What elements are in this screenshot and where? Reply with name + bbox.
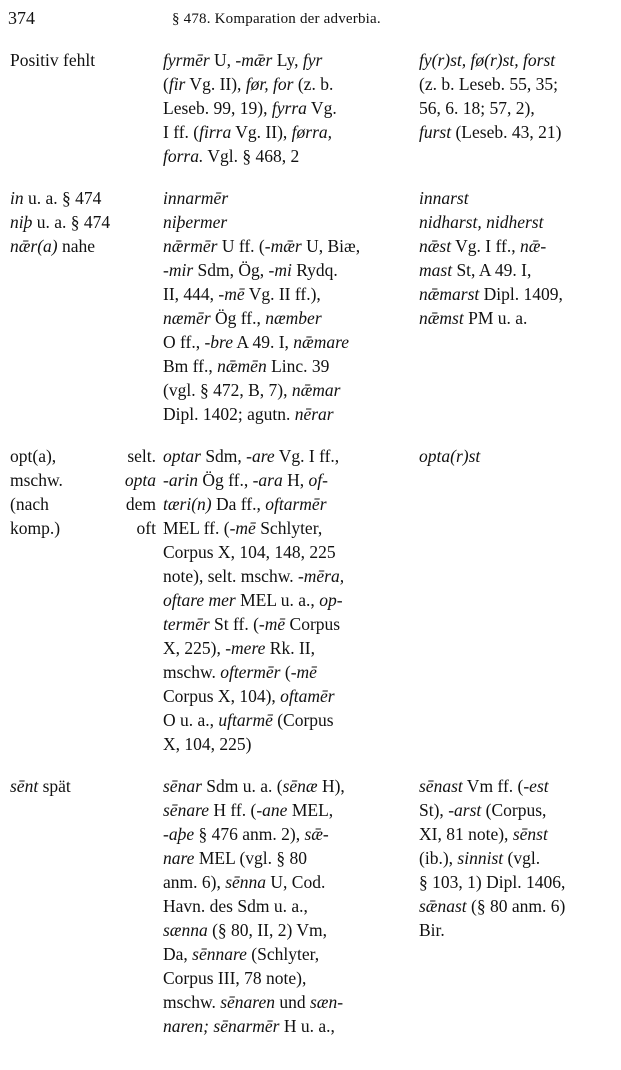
text-line bbox=[163, 282, 407, 306]
text-segment: mast bbox=[419, 260, 453, 280]
text-segment: MEL, bbox=[287, 800, 334, 820]
comparison-table bbox=[0, 48, 621, 1038]
text-segment: sēnst bbox=[512, 824, 548, 844]
text-line bbox=[419, 870, 613, 894]
text-line bbox=[163, 186, 407, 210]
text-line bbox=[10, 48, 156, 72]
text-line bbox=[419, 894, 613, 918]
text-segment: (Corpus bbox=[272, 710, 334, 730]
text-segment: PM u. a. bbox=[463, 308, 528, 328]
text-segment: u. a. § 474 bbox=[32, 212, 111, 232]
entry-naer bbox=[0, 234, 621, 426]
text-segment: op- bbox=[319, 590, 343, 610]
text-segment: (z. b. Leseb. 55, 35; bbox=[419, 74, 558, 94]
text-segment: sēnar bbox=[163, 776, 202, 796]
text-segment: oftare mer bbox=[163, 590, 236, 610]
text-segment: Dipl. 1409, bbox=[479, 284, 563, 304]
text-line bbox=[419, 444, 613, 468]
entry-sent bbox=[0, 774, 621, 1038]
text-segment: nērar bbox=[294, 404, 334, 424]
text-line bbox=[163, 306, 407, 330]
text-segment: forra. bbox=[163, 146, 204, 166]
text-segment: note), selt. mschw. bbox=[163, 566, 298, 586]
text-segment: nahe bbox=[57, 236, 96, 256]
text-segment: Leseb. 99, 19), bbox=[163, 98, 272, 118]
text-segment: sēnæ bbox=[282, 776, 318, 796]
text-segment: -are bbox=[246, 446, 275, 466]
text-line bbox=[163, 516, 407, 540]
text-segment: Vg. I ff., bbox=[451, 236, 520, 256]
text-line bbox=[163, 684, 407, 708]
positive-cell bbox=[0, 774, 160, 1038]
text-segment: Sdm, Ög, bbox=[193, 260, 269, 280]
text-segment: H ff. ( bbox=[209, 800, 257, 820]
text-segment: nǣmēn bbox=[217, 356, 267, 376]
entry-fyr bbox=[0, 48, 621, 168]
text-line bbox=[163, 72, 407, 96]
text-segment: optar bbox=[163, 446, 201, 466]
text-segment: Rk. II, bbox=[265, 638, 315, 658]
text-segment: Vg. II ff.), bbox=[244, 284, 321, 304]
running-head: § 478. Komparation der adverbia. bbox=[172, 11, 381, 27]
text-segment: nǣmst bbox=[419, 308, 464, 328]
text-segment: U, Cod. bbox=[266, 872, 326, 892]
text-line bbox=[163, 492, 407, 516]
entry-opt bbox=[0, 444, 621, 756]
text-segment: næmber bbox=[265, 308, 322, 328]
text-segment: før, for bbox=[245, 74, 294, 94]
entry-spacer bbox=[0, 426, 621, 444]
text-segment: (§ 80, II, 2) Vm, bbox=[207, 920, 327, 940]
text-line bbox=[163, 612, 407, 636]
text-line bbox=[419, 798, 613, 822]
text-line bbox=[10, 210, 156, 234]
text-segment: firra bbox=[199, 122, 232, 142]
text-segment: (Leseb. 43, 21) bbox=[451, 122, 562, 142]
text-segment: sǣ- bbox=[304, 824, 329, 844]
text-line bbox=[419, 120, 613, 144]
positive-cell bbox=[0, 234, 160, 426]
text-segment: nǣr(a) bbox=[10, 236, 58, 256]
text-segment: Dipl. 1402; agutn. bbox=[163, 404, 295, 424]
text-segment: sēnarmēr bbox=[213, 1016, 280, 1036]
text-line bbox=[163, 636, 407, 660]
text-segment: H), bbox=[317, 776, 345, 796]
text-segment: -ara bbox=[252, 470, 283, 490]
text-segment: (Schlyter, bbox=[246, 944, 320, 964]
text-segment: -mǣr bbox=[235, 50, 273, 70]
text-line bbox=[163, 378, 407, 402]
text-segment: nǣ- bbox=[519, 236, 547, 256]
text-segment: opta(r)st bbox=[419, 446, 481, 466]
text-segment: oftamēr bbox=[280, 686, 335, 706]
comparative-cell bbox=[160, 774, 415, 1038]
text-line bbox=[163, 870, 407, 894]
text-segment: sæn- bbox=[309, 992, 344, 1012]
text-segment: tæri(n) bbox=[163, 494, 212, 514]
text-line bbox=[10, 492, 156, 516]
text-segment: (§ 80 anm. 6) bbox=[466, 896, 566, 916]
text-line bbox=[163, 330, 407, 354]
text-line bbox=[419, 306, 613, 330]
entry-spacer bbox=[0, 756, 621, 774]
text-segment: X, 104, 225) bbox=[163, 734, 252, 754]
text-line bbox=[419, 210, 613, 234]
text-segment: ( bbox=[280, 662, 291, 682]
text-segment: H, bbox=[282, 470, 309, 490]
text-line bbox=[419, 96, 613, 120]
text-segment: I ff. ( bbox=[163, 122, 200, 142]
text-line bbox=[419, 918, 613, 942]
text-line bbox=[163, 144, 407, 168]
text-segment: sænna bbox=[163, 920, 208, 940]
text-segment: U, bbox=[209, 50, 236, 70]
text-segment: Da, bbox=[163, 944, 193, 964]
text-segment: spät bbox=[38, 776, 71, 796]
text-segment: Corpus X, 104, 148, 225 bbox=[163, 542, 336, 562]
entry-spacer bbox=[0, 168, 621, 186]
text-segment: Corpus III, 78 note), bbox=[163, 968, 307, 988]
text-segment: opta bbox=[124, 470, 156, 490]
text-segment: MEL u. a., bbox=[235, 590, 320, 610]
text-line bbox=[163, 564, 407, 588]
text-segment: H u. a., bbox=[279, 1016, 335, 1036]
text-line bbox=[163, 966, 407, 990]
text-segment: -mir bbox=[163, 260, 194, 280]
text-line bbox=[419, 72, 613, 96]
text-segment: Vg. bbox=[306, 98, 337, 118]
text-line bbox=[10, 468, 156, 492]
text-segment: -aþe bbox=[163, 824, 195, 844]
text-line bbox=[163, 540, 407, 564]
text-segment: nǣrmēr bbox=[163, 236, 218, 256]
text-line bbox=[163, 96, 407, 120]
text-line bbox=[163, 468, 407, 492]
text-segment: næmēr bbox=[163, 308, 211, 328]
text-segment: -mi bbox=[268, 260, 292, 280]
text-line bbox=[419, 186, 613, 210]
text-segment: førra, bbox=[291, 122, 333, 142]
text-segment: XI, 81 note), bbox=[419, 824, 513, 844]
superlative-cell bbox=[415, 186, 621, 210]
text-segment: Vm ff. ( bbox=[462, 776, 524, 796]
text-segment: u. a. § 474 bbox=[23, 188, 102, 208]
positive-cell bbox=[0, 48, 160, 168]
text-segment: -mēra, bbox=[297, 566, 345, 586]
text-segment: und bbox=[274, 992, 310, 1012]
positive-cell bbox=[0, 210, 160, 234]
text-line bbox=[163, 918, 407, 942]
text-segment: Schlyter, bbox=[255, 518, 323, 538]
text-segment: niþ bbox=[10, 212, 33, 232]
text-segment: (nach bbox=[10, 494, 49, 514]
text-segment: Ög ff., bbox=[210, 308, 266, 328]
text-segment: MEL (vgl. § 80 bbox=[194, 848, 308, 868]
text-segment: Da ff., bbox=[211, 494, 266, 514]
text-segment: sinnist bbox=[457, 848, 504, 868]
text-segment: sēnt bbox=[10, 776, 39, 796]
text-segment: Vgl. § 468, 2 bbox=[203, 146, 300, 166]
superlative-cell bbox=[415, 234, 621, 426]
text-segment: II, 444, bbox=[163, 284, 219, 304]
text-segment: -mē bbox=[218, 284, 245, 304]
superlative-cell bbox=[415, 48, 621, 168]
text-segment: komp.) bbox=[10, 518, 61, 538]
text-segment: naren; bbox=[163, 1016, 210, 1036]
text-line bbox=[163, 846, 407, 870]
text-segment: (z. b. bbox=[293, 74, 334, 94]
text-segment: fy(r)st, fø(r)st, forst bbox=[419, 50, 556, 70]
text-line bbox=[163, 708, 407, 732]
text-segment: -mē bbox=[258, 614, 286, 634]
text-line bbox=[419, 774, 613, 798]
text-segment: (Corpus, bbox=[481, 800, 547, 820]
text-line bbox=[419, 846, 613, 870]
text-segment: nǣst bbox=[419, 236, 452, 256]
text-segment: ( bbox=[163, 74, 169, 94]
text-segment: sǣnast bbox=[419, 896, 467, 916]
text-segment: sēnnare bbox=[192, 944, 247, 964]
text-segment: nǣmarst bbox=[419, 284, 480, 304]
text-segment: nǣmar bbox=[291, 380, 341, 400]
comparative-cell bbox=[160, 444, 415, 756]
text-segment: fir bbox=[168, 74, 186, 94]
text-segment: -mē bbox=[229, 518, 256, 538]
text-line bbox=[163, 48, 407, 72]
text-segment: -ane bbox=[256, 800, 288, 820]
superlative-cell bbox=[415, 210, 621, 234]
entry-in bbox=[0, 186, 621, 210]
text-segment: X, 225), bbox=[163, 638, 226, 658]
text-segment: niþermer bbox=[163, 212, 228, 232]
positive-cell bbox=[0, 444, 160, 756]
text-segment: dem bbox=[125, 494, 156, 514]
text-line bbox=[163, 894, 407, 918]
text-segment: St ff. ( bbox=[209, 614, 259, 634]
text-segment: -arst bbox=[448, 800, 482, 820]
comparative-cell bbox=[160, 210, 415, 234]
text-line bbox=[163, 774, 407, 798]
text-segment: Sdm, bbox=[200, 446, 247, 466]
text-line bbox=[163, 798, 407, 822]
comparative-cell bbox=[160, 48, 415, 168]
text-segment: Ög ff., bbox=[198, 470, 253, 490]
text-line bbox=[419, 822, 613, 846]
text-segment: -mere bbox=[225, 638, 266, 658]
text-segment: -bre bbox=[204, 332, 233, 352]
text-segment: -est bbox=[523, 776, 549, 796]
text-line bbox=[163, 234, 407, 258]
text-segment: sēnare bbox=[163, 800, 210, 820]
text-segment: nǣmare bbox=[293, 332, 350, 352]
entry-nith bbox=[0, 210, 621, 234]
text-segment: Bir. bbox=[419, 920, 445, 940]
text-segment: St), bbox=[419, 800, 449, 820]
text-line bbox=[163, 822, 407, 846]
text-segment: Positiv fehlt bbox=[10, 50, 96, 70]
text-line bbox=[419, 234, 613, 258]
text-line bbox=[163, 210, 407, 234]
text-line bbox=[419, 258, 613, 282]
text-segment: of- bbox=[308, 470, 328, 490]
text-line bbox=[163, 354, 407, 378]
text-segment: MEL ff. ( bbox=[163, 518, 230, 538]
text-segment: fyr bbox=[302, 50, 323, 70]
text-segment: anm. 6), bbox=[163, 872, 226, 892]
text-segment: § 476 anm. 2), bbox=[194, 824, 305, 844]
text-line bbox=[10, 186, 156, 210]
text-line bbox=[163, 120, 407, 144]
text-segment: sēnaren bbox=[220, 992, 275, 1012]
superlative-cell bbox=[415, 444, 621, 756]
text-segment: O u. a., bbox=[163, 710, 219, 730]
text-segment: sēnast bbox=[419, 776, 463, 796]
text-segment: nidharst, nidherst bbox=[419, 212, 544, 232]
text-segment: Linc. 39 bbox=[266, 356, 330, 376]
text-segment: (vgl. bbox=[503, 848, 541, 868]
text-line bbox=[163, 588, 407, 612]
text-line bbox=[10, 516, 156, 540]
text-segment: oft bbox=[136, 518, 156, 538]
text-segment: U ff. ( bbox=[217, 236, 265, 256]
text-segment: opt(a), bbox=[10, 446, 57, 466]
text-line bbox=[419, 282, 613, 306]
text-segment: Ly, bbox=[272, 50, 303, 70]
text-segment: Vg. II), bbox=[231, 122, 292, 142]
text-segment: oftermēr bbox=[220, 662, 281, 682]
text-segment: Rydq. bbox=[291, 260, 338, 280]
text-line bbox=[163, 444, 407, 468]
text-line bbox=[419, 48, 613, 72]
text-segment: Bm ff., bbox=[163, 356, 218, 376]
text-segment: furst bbox=[419, 122, 452, 142]
text-segment: uftarmē bbox=[218, 710, 273, 730]
text-segment: § 103, 1) Dipl. 1406, bbox=[419, 872, 566, 892]
text-segment: sēnna bbox=[225, 872, 267, 892]
superlative-cell bbox=[415, 774, 621, 1038]
text-segment: -arin bbox=[163, 470, 198, 490]
text-segment: mschw. bbox=[163, 992, 221, 1012]
text-segment: fyrmēr bbox=[163, 50, 210, 70]
text-segment: -mǣr bbox=[264, 236, 302, 256]
text-line bbox=[163, 660, 407, 684]
comparative-cell bbox=[160, 234, 415, 426]
text-segment: nare bbox=[163, 848, 195, 868]
text-segment: O ff., bbox=[163, 332, 205, 352]
text-line bbox=[163, 732, 407, 756]
text-segment: Sdm u. a. ( bbox=[201, 776, 283, 796]
text-segment: 56, 6. 18; 57, 2), bbox=[419, 98, 535, 118]
text-segment: (vgl. § 472, B, 7), bbox=[163, 380, 292, 400]
text-line bbox=[10, 444, 156, 468]
text-segment: oftarmēr bbox=[265, 494, 327, 514]
text-segment: (ib.), bbox=[419, 848, 458, 868]
text-segment: Havn. des Sdm u. a., bbox=[163, 896, 308, 916]
text-segment: Vg. II), bbox=[185, 74, 246, 94]
text-segment: termēr bbox=[163, 614, 210, 634]
text-segment: A 49. I, bbox=[233, 332, 294, 352]
text-segment: Corpus bbox=[285, 614, 341, 634]
text-segment: innarst bbox=[419, 188, 469, 208]
text-line bbox=[163, 990, 407, 1014]
text-segment: mschw. bbox=[10, 470, 63, 490]
text-line bbox=[163, 258, 407, 282]
text-line bbox=[10, 774, 156, 798]
text-segment: fyrra bbox=[271, 98, 307, 118]
comparative-cell bbox=[160, 186, 415, 210]
text-segment: -mē bbox=[290, 662, 317, 682]
text-line bbox=[163, 942, 407, 966]
page-number: 374 bbox=[8, 8, 35, 28]
text-segment: U, Biæ, bbox=[301, 236, 361, 256]
text-segment: in bbox=[10, 188, 24, 208]
text-segment: mschw. bbox=[163, 662, 221, 682]
text-segment: Corpus X, 104), bbox=[163, 686, 281, 706]
text-segment: selt. bbox=[127, 446, 156, 466]
text-segment: St, A 49. I, bbox=[452, 260, 532, 280]
text-segment: innarmēr bbox=[163, 188, 229, 208]
text-segment: Vg. I ff., bbox=[274, 446, 340, 466]
text-line bbox=[163, 402, 407, 426]
text-line bbox=[163, 1014, 407, 1038]
positive-cell bbox=[0, 186, 160, 210]
text-line bbox=[10, 234, 156, 258]
